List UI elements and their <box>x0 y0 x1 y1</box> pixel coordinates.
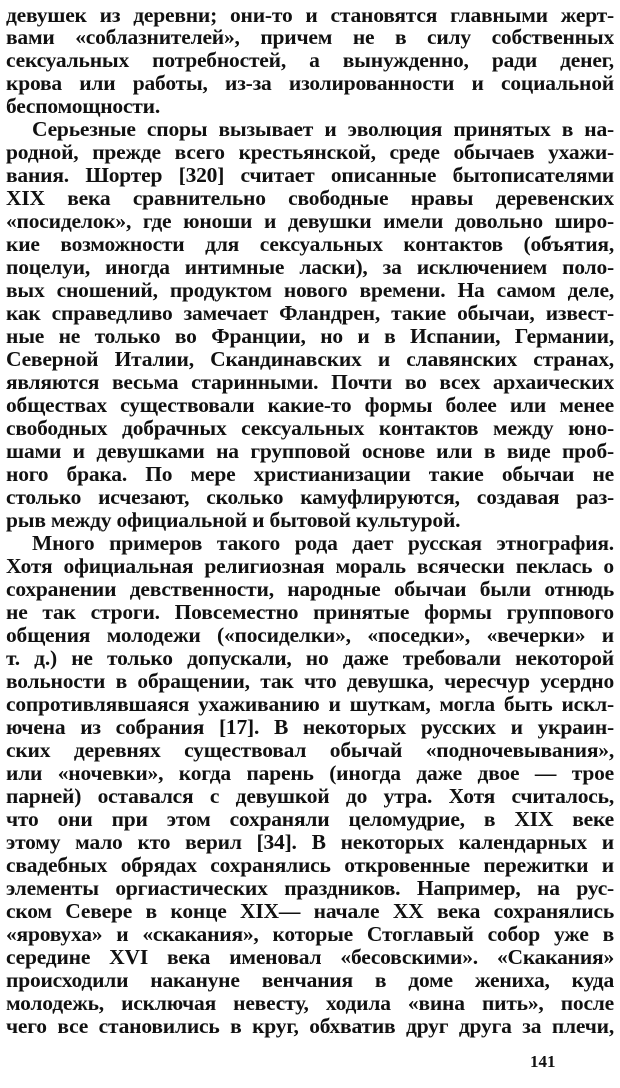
text-line: свободных добрачных сексуальных контактов между юно- <box>6 416 614 440</box>
text-line: общения молодежи («посиделки», «поседки», «вечерки» и <box>6 623 614 647</box>
text-line: родной, прежде всего крестьянской, среде обычаев ухажи- <box>6 140 614 164</box>
text-line: Хотя официальная религиозная мораль всячески пеклась о <box>6 554 614 578</box>
text-line: происходили накануне венчания в доме жениха, куда <box>6 968 614 992</box>
text-line: т. д.) не только допускали, но даже требовали некоторой <box>6 646 614 670</box>
text-line: ного брака. По мере христианизации такие обычаи не <box>6 462 614 486</box>
text-line: столько исчезают, сколько камуфлируются, создавая раз- <box>6 485 614 509</box>
text-line: или «ночевки», когда парень (иногда даже двое — трое <box>6 761 614 785</box>
text-line: сопротивлявшаяся ухаживанию и шуткам, могла быть искл- <box>6 692 614 716</box>
page-number: 141 <box>530 1052 556 1071</box>
text-line: поцелуи, иногда интимные ласки), за исключением поло- <box>6 255 614 279</box>
text-line: сохранении девственности, народные обычаи были отнюдь <box>6 577 614 601</box>
text-line: рыв между официальной и бытовой культурой. <box>6 508 461 532</box>
text-line: шами и девушками на групповой основе или в виде проб- <box>6 439 614 463</box>
text-line: Серьезные споры вызывает и эволюция принятых в на- <box>32 117 614 141</box>
text-line: элементы оргиастических праздников. Например, на рус- <box>6 876 614 900</box>
text-line: ском Севере в конце XIX— начале XX века сохранялись <box>6 899 614 923</box>
text-line: чего все становились в круг, обхватив друг друга за плечи, <box>6 1014 614 1038</box>
text-line: ючена из собрания [17]. В некоторых русских и украин- <box>6 715 614 739</box>
text-line: девушек из деревни; они-то и становятся главными жерт- <box>6 3 614 27</box>
text-line: молодежь, исключая невесту, ходила «вина пить», после <box>6 991 614 1015</box>
text-line: вами «соблазнителей», причем не в силу собственных <box>6 25 614 49</box>
text-line: ских деревнях существовал обычай «подночевывания», <box>6 738 614 762</box>
text-line: кие возможности для сексуальных контактов (объятия, <box>6 232 614 256</box>
text-line: не так строги. Повсеместно принятые формы группового <box>6 600 614 624</box>
text-line: ные не только во Франции, но и в Испании, Германии, <box>6 324 614 348</box>
text-line: парней) оставался с девушкой до утра. Хотя считалось, <box>6 784 614 808</box>
text-line: вания. Шортер [320] считает описанные бытописателями <box>6 163 614 187</box>
text-line: беспомощности. <box>6 94 161 118</box>
text-line: вых сношений, продуктом нового времени. На самом деле, <box>6 278 614 302</box>
book-page <box>6 0 614 1088</box>
text-line: этому мало кто верил [34]. В некоторых календарных и <box>6 830 614 854</box>
text-line: Много примеров такого рода дает русская этнография. <box>32 531 614 555</box>
text-line: свадебных обрядах сохранялись откровенные пережитки и <box>6 853 614 877</box>
text-line: «яровуха» и «скакания», которые Стоглавый собор уже в <box>6 922 614 946</box>
text-line: являются весьма старинными. Почти во всех архаических <box>6 370 614 394</box>
text-line: сексуальных потребностей, а вынужденно, ради денег, <box>6 48 614 72</box>
text-line: вольности в обращении, так что девушка, чересчур усердно <box>6 669 614 693</box>
text-line: что они при этом сохраняли целомудрие, в XIX веке <box>6 807 614 831</box>
text-line: «посиделок», где юноши и девушки имели довольно широ- <box>6 209 614 233</box>
text-line: XIX века сравнительно свободные нравы деревенских <box>6 186 614 210</box>
text-line: Северной Италии, Скандинавских и славянских странах, <box>6 347 614 371</box>
text-line: середине XVI века именовал «бесовскими». «Скакания» <box>6 945 614 969</box>
text-line: обществах существовали какие-то формы более или менее <box>6 393 614 417</box>
text-line: крова или работы, из-за изолированности и социальной <box>6 71 614 95</box>
text-line: как справедливо замечает Фландрен, такие обычаи, извест- <box>6 301 614 325</box>
